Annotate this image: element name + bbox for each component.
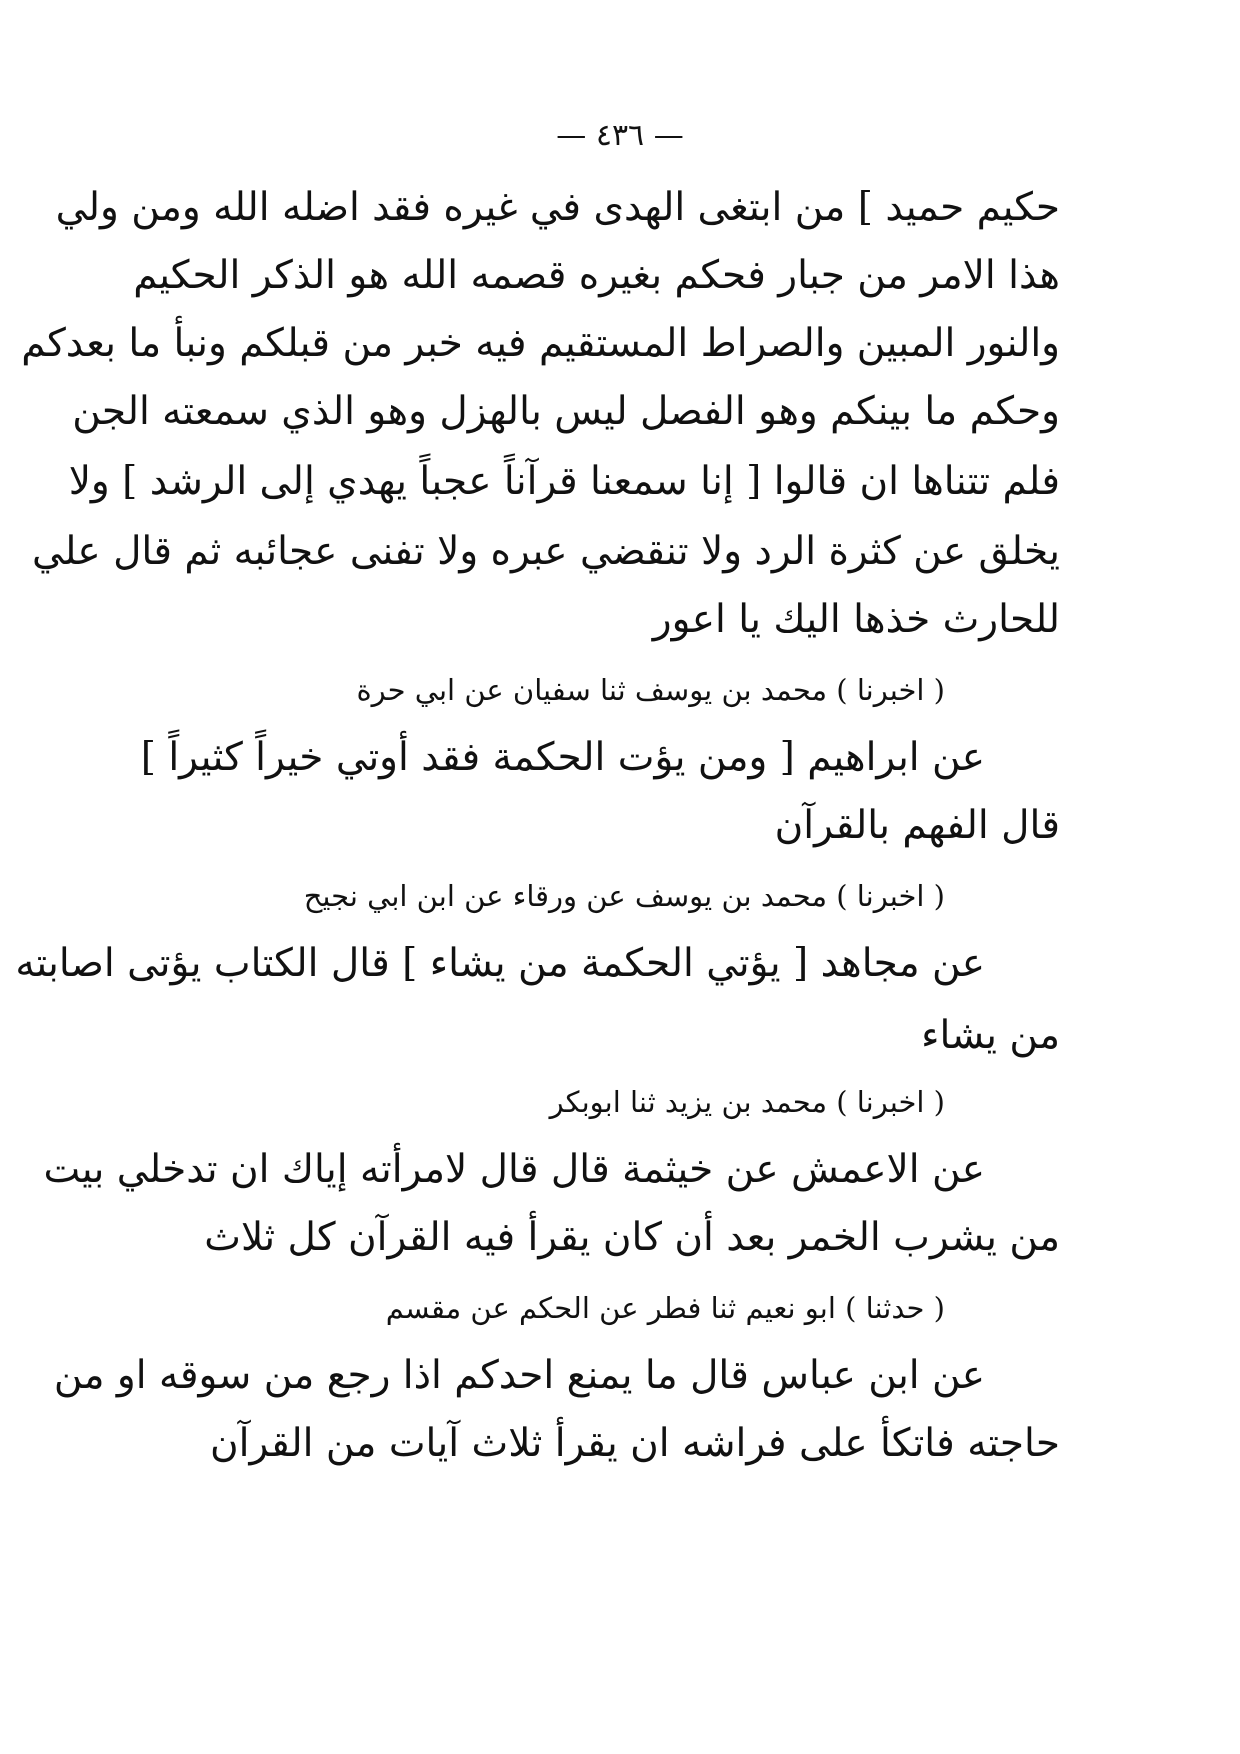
- text-line: وحكم ما بينكم وهو الفصل ليس بالهزل وهو الذي سمعته الجن: [72, 389, 1060, 434]
- text-line: عن مجاهد [ يؤتي الحكمة من يشاء ] قال الكتاب يؤتى اصابته: [15, 941, 985, 986]
- text-line: يخلق عن كثرة الرد ولا تنقضي عبره ولا تفنى عجائبه ثم قال علي: [32, 529, 1060, 574]
- text-line: هذا الامر من جبار فحكم بغيره قصمه الله هو الذكر الحكيم: [133, 253, 1060, 298]
- page-number: — ٤٣٦ —: [556, 118, 684, 153]
- text-line: عن ابراهيم [ ومن يؤت الحكمة فقد أوتي خيراً كثيراً ]: [140, 735, 985, 780]
- text-line: حكيم حميد ] من ابتغى الهدى في غيره فقد اضله الله ومن ولي: [55, 185, 1060, 230]
- isnad-line: ( اخبرنا ) محمد بن يزيد ثنا ابوبكر: [549, 1085, 945, 1119]
- text-line: والنور المبين والصراط المستقيم فيه خبر من قبلكم ونبأ ما بعدكم: [21, 321, 1060, 366]
- text-line: حاجته فاتكأ على فراشه ان يقرأ ثلاث آيات من القرآن: [210, 1421, 1060, 1466]
- isnad-line: ( اخبرنا ) محمد بن يوسف عن ورقاء عن ابن ابي نجيح: [303, 879, 945, 913]
- text-line: عن ابن عباس قال ما يمنع احدكم اذا رجع من سوقه او من: [53, 1353, 985, 1398]
- text-line: للحارث خذها اليك يا اعور: [652, 597, 1060, 642]
- text-line: قال الفهم بالقرآن: [774, 803, 1060, 848]
- text-line: فلم تتناها ان قالوا [ إنا سمعنا قرآناً عجباً يهدي إلى الرشد ] ولا: [68, 459, 1060, 504]
- text-line: من يشرب الخمر بعد أن كان يقرأ فيه القرآن كل ثلاث: [204, 1215, 1060, 1260]
- isnad-line: ( اخبرنا ) محمد بن يوسف ثنا سفيان عن ابي حرة: [356, 673, 945, 707]
- text-line: عن الاعمش عن خيثمة قال قال لامرأته إياك ان تدخلي بيت: [43, 1147, 985, 1192]
- isnad-line: ( حدثنا ) ابو نعيم ثنا فطر عن الحكم عن مقسم: [385, 1291, 945, 1325]
- text-line: من يشاء: [921, 1013, 1060, 1058]
